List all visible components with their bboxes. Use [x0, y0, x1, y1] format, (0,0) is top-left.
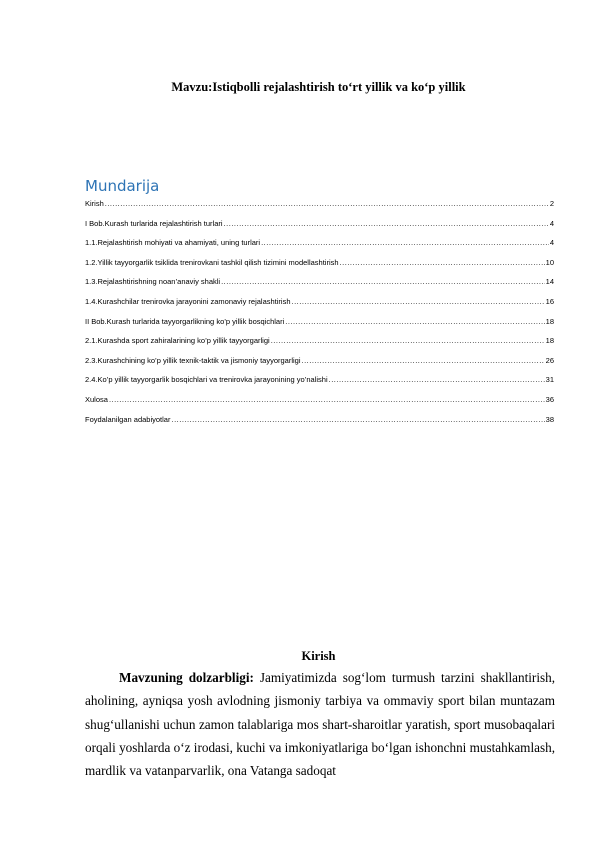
- toc-entry[interactable]: [85, 258, 554, 278]
- toc-page-number: 18: [545, 336, 554, 346]
- toc-entry-title: 2.1.Kurashda sport zahiralarining ko’p yillik tayyorgarligi: [85, 336, 270, 346]
- toc-entry-title: I Bob.Kurash turlarida rejalashtirish turlari: [85, 218, 223, 228]
- toc-entry-title: 2.4.Ko’p yillik tayyorgarlik bosqichlari va trenirovka jarayonining yo’nalishi: [85, 375, 328, 385]
- toc-dot-leader: [292, 297, 545, 306]
- toc-dot-leader: [285, 317, 544, 326]
- toc-entry-title: 2.3.Kurashchining ko’p yillik texnik-taktik va jismoniy tayyorgarligi: [85, 355, 301, 365]
- toc-dot-leader: [302, 356, 545, 365]
- toc-page-number: 26: [545, 355, 554, 365]
- toc-dot-leader: [171, 415, 544, 424]
- toc-dot-leader: [105, 199, 549, 208]
- toc-entry-title: II Bob.Kurash turlarida tayyorgarlikning ko’p yillik bosqichlari: [85, 316, 285, 326]
- toc-entry[interactable]: [85, 415, 554, 435]
- toc-dot-leader: [221, 277, 545, 286]
- toc-page-number: 31: [545, 375, 554, 385]
- intro-paragraph: [85, 666, 555, 782]
- toc-page-number: 18: [545, 316, 554, 326]
- toc-entry-title: Foydalanilgan adabiyotlar: [85, 414, 171, 424]
- toc-page-number: 2: [549, 199, 554, 208]
- toc-entry-title: 1.1.Rejalashtirish mohiyati va ahamiyati, uning turlari: [85, 238, 261, 248]
- toc-entry[interactable]: [85, 317, 554, 337]
- toc-entry[interactable]: [85, 356, 554, 376]
- toc-entry-title: 1.2.Yillik tayyorgarlik tsiklida trenirovkani tashkil qilish tizimini modellashtirish: [85, 257, 339, 267]
- section-heading-intro: Kirish: [301, 649, 336, 663]
- relevance-lead-label: Mavzuning dolzarbligi:: [119, 670, 254, 685]
- toc-entry-title: Kirish: [85, 199, 104, 208]
- toc-entry[interactable]: [85, 297, 554, 317]
- toc-page-number: 38: [545, 414, 554, 424]
- toc-entry-title: 1.4.Kurashchilar trenirovka jarayonini zamonaviy rejalashtirish: [85, 296, 291, 306]
- toc-dot-leader: [109, 395, 545, 404]
- toc-page-number: 16: [545, 296, 554, 306]
- toc-page-number: 36: [545, 394, 554, 404]
- toc-entry[interactable]: [85, 219, 554, 239]
- toc-entry[interactable]: [85, 238, 554, 258]
- table-of-contents: [85, 199, 554, 434]
- toc-entry-title: 1.3.Rejalashtirishning noan’anaviy shakli: [85, 277, 221, 287]
- toc-entry-title: Xulosa: [85, 394, 108, 404]
- toc-entry[interactable]: [85, 277, 554, 297]
- toc-dot-leader: [271, 336, 545, 345]
- document-title: Mavzu:Istiqbolli rejalashtirish to‘rt yillik va ko‘p yillik: [171, 80, 466, 94]
- toc-page-number: 14: [545, 277, 554, 287]
- toc-page-number: 4: [549, 238, 554, 248]
- intro-paragraph-text: Jamiyatimizda sog‘lom turmush tarzini shakllantirish, aholining, ayniqsa yosh avlodning jismoniy tarbiya va ommaviy sport bilan muntazam shug‘ullanishi uchun zamon talablariga mos shart-sharoitlar yaratish, sport musobaqalari orqali yoshlarda o‘z irodasi, kuchi va imkoniyatlariga bo‘lgan ishonchni mustahkamlash, mardlik va vatanparvarlik, ona Vatanga sadoqat: [85, 670, 556, 779]
- toc-page-number: 4: [549, 218, 554, 228]
- toc-entry[interactable]: [85, 199, 554, 219]
- toc-dot-leader: [224, 219, 549, 228]
- toc-dot-leader: [329, 375, 545, 384]
- toc-entry[interactable]: [85, 375, 554, 395]
- toc-dot-leader: [340, 258, 545, 267]
- toc-heading: Mundarija: [85, 177, 160, 195]
- toc-page-number: 10: [545, 257, 554, 267]
- toc-entry[interactable]: [85, 395, 554, 415]
- toc-entry[interactable]: [85, 336, 554, 356]
- toc-dot-leader: [261, 238, 549, 247]
